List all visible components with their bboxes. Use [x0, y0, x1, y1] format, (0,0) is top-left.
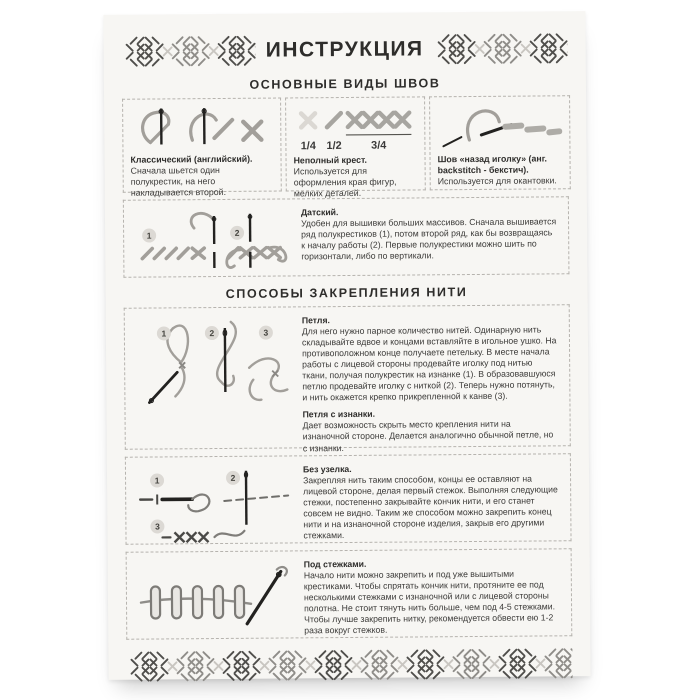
- loop-diagram: [133, 315, 299, 440]
- under-stitches-heading: Под стежками.: [303, 558, 367, 570]
- no-knot-caption: [299, 462, 561, 541]
- classic-heading: Классический (английский).: [130, 153, 253, 165]
- fraction-label-half: 1/2: [326, 139, 342, 152]
- loop-heading: Петля.: [301, 315, 330, 326]
- under-stitches-diagram: [135, 559, 301, 630]
- step-badge-1: 1: [142, 228, 156, 242]
- loop-reverse-caption: [303, 408, 560, 454]
- fraction-label-quarter: 1/4: [300, 140, 316, 153]
- loop-body: Для него нужно парное количество нитей. Одинарную нить складывайте вдвое и концами вставляйте в игольное ушко. На противоположном конце получаете петельку. В месте начала работы с лицевой стороны продевайте иголку под нитью ткани, получая полукрестик на изнанке (1). В образовавшуюся петлю продевайте иголку с ниткой (2). Теперь нужно потянуть, и нить окажется крепко прикрепленной к канве (3).: [301, 324, 557, 403]
- section-title-fastening: СПОСОБЫ ЗАКРЕПЛЕНИЯ НИТИ: [225, 285, 468, 301]
- step-badge-3: 3: [150, 519, 164, 533]
- card-danish-stitch: [123, 196, 570, 278]
- step-badge-2: 2: [230, 226, 244, 240]
- partial-heading: Неполный крест.: [293, 154, 367, 166]
- card-no-knot: [125, 453, 572, 545]
- step-badge-1: 1: [157, 326, 171, 340]
- under-stitches-caption: [300, 557, 562, 636]
- no-knot-body: Закрепляя нить таким способом, концы ее оставляют на лицевой стороне, делая первый стежок. Выполняя следующие стежки, постепенно закрывайте кончик нити, и его станет совсем не видно. Таким же способом можно закрепить конец нити и на изнаночной стороне изделия, закрыв его другими стежками.: [303, 473, 558, 541]
- no-knot-heading: Без узелка.: [302, 463, 352, 475]
- page-title: ИНСТРУКЦИЯ: [265, 37, 424, 62]
- backstitch-body: Используется для окантовки.: [437, 175, 557, 187]
- section-title-stitch-types: ОСНОВНЫЕ ВИДЫ ШВОВ: [249, 76, 441, 92]
- danish-stitch-diagram: [132, 207, 297, 268]
- card-under-stitches: [126, 548, 573, 640]
- step-badge-2: 2: [205, 326, 219, 340]
- backstitch-caption: [438, 153, 563, 187]
- cross-stitch-border-right-icon: [433, 30, 567, 67]
- backstitch-heading: Шов «назад иголку» (анг. backstitch - бекстич).: [437, 153, 547, 176]
- backstitch-diagram: [437, 101, 562, 154]
- card-classic-stitch: [122, 98, 282, 198]
- cross-stitch-border-left-icon: [122, 33, 256, 70]
- bottom-border-row: [126, 645, 572, 683]
- instruction-sheet: [103, 11, 590, 680]
- cross-stitch-border-bottom-icon: [126, 645, 572, 683]
- danish-body: Удобен для вышивки больших массивов. Сначала вышивается ряд полукрестиков (1), потом второй ряд, как бы возвращаясь к началу работы (2). Первые полукрестики можно шить по горизонтали, либо по вертикали.: [301, 216, 557, 262]
- danish-caption: [297, 205, 558, 267]
- classic-caption: [130, 154, 273, 199]
- step-badge-2: 2: [226, 471, 240, 485]
- classic-stitch-diagram: [130, 104, 273, 155]
- card-loop: [124, 304, 571, 453]
- loop-caption: [298, 313, 560, 453]
- step-badge-3: 3: [259, 326, 273, 340]
- loop-reverse-body: Дает возможность скрыть место крепления нити на изнаночной стороне. Делается аналогично обычной петле, но с изнанки.: [302, 419, 554, 453]
- under-stitches-body: Начало нити можно закрепить и под уже вышитыми крестиками. Чтобы спрятать кончик нити, протяните ее под несколькими стежками с изнаночной или с лицевой стороны полотна. Не стоит тянуть нить больше, чем под 4-5 стежками. Чтобы лучше закрепить нитку, рекомендуется обвести ею 1-2 раза вокруг стежков.: [303, 568, 556, 636]
- card-partial-cross: [285, 96, 426, 199]
- loop-reverse-heading: Петля с изнанки.: [302, 409, 376, 420]
- no-knot-diagram: [134, 464, 300, 535]
- stitch-cards-row: [122, 95, 569, 199]
- step-badge-1: 1: [150, 473, 164, 487]
- danish-heading: Датский.: [300, 207, 339, 218]
- partial-cross-diagram: [293, 102, 417, 155]
- classic-body: Сначала шьется один полукрестик, на него накладывается второй.: [130, 164, 227, 198]
- partial-caption: [294, 154, 418, 199]
- partial-body: Используется для оформления края фигур, мелких деталей.: [293, 165, 397, 199]
- title-row: [122, 25, 568, 75]
- card-backstitch: [429, 95, 571, 190]
- fraction-label-three-quarter: 3/4: [371, 139, 387, 152]
